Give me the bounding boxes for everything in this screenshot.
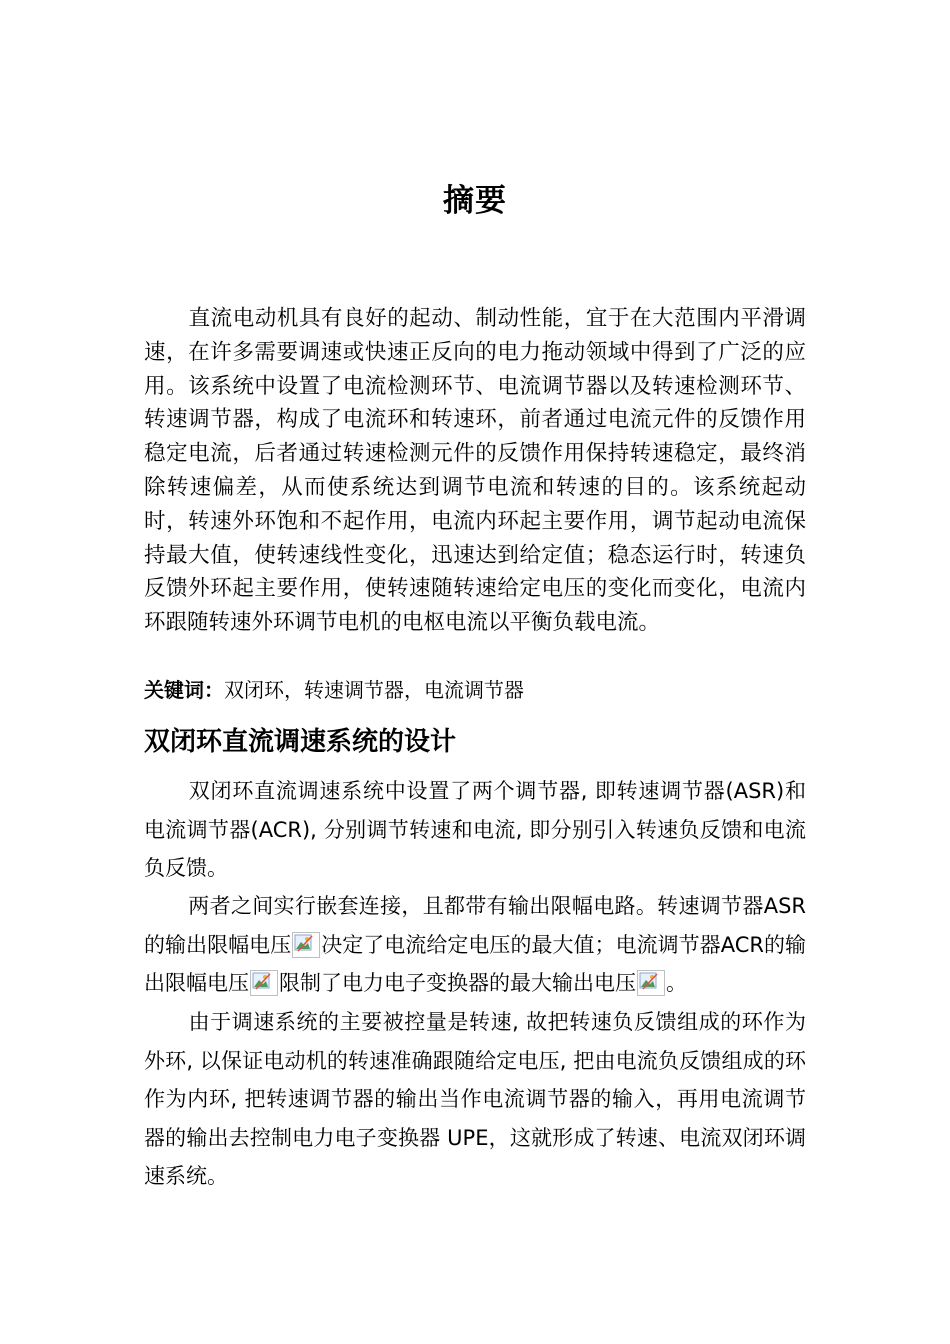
paragraph-2-text-a: 两者之间实行嵌套连接，且都带有输出限幅电路。转速调节器ASR的输出限幅电压 [144, 894, 806, 957]
broken-image-icon [250, 970, 278, 996]
body-paragraph-1 [144, 772, 806, 888]
keywords-line [144, 674, 806, 706]
broken-image-icon [637, 970, 665, 996]
paragraph-2-text-d: 。 [666, 971, 687, 995]
paragraph-2-text-c: 限制了电力电子变换器的最大输出电压 [279, 971, 636, 995]
body-paragraph-3 [144, 1003, 806, 1196]
page-title: 摘要 [443, 183, 507, 219]
abstract-paragraph [144, 302, 806, 640]
body-paragraph-2 [144, 887, 806, 1003]
broken-image-icon [292, 932, 320, 958]
paragraph-1-text: 双闭环直流调速系统中设置了两个调节器, 即转速调节器(ASR)和电流调节器(ACR), 分别调节转速和电流, 即分别引入转速负反馈和电流负反馈。 [144, 779, 806, 880]
paragraph-3-text: 由于调速系统的主要被控量是转速, 故把转速负反馈组成的环作为外环, 以保证电动机的转速准确跟随给定电压, 把由电流负反馈组成的环作为内环, 把转速调节器的输出当作电流调节器的输入，再用电流调节器的输出去控制电力电子变换器 UPE，这就形成了转速、电流双闭环调速系统。 [144, 1010, 806, 1188]
paragraph-2-text-b: 决定了电流给定电压的最大值；电流调节器ACR的输出限幅电压 [144, 932, 807, 995]
abstract-text: 直流电动机具有良好的起动、制动性能，宜于在大范围内平滑调速，在许多需要调速或快速正反向的电力拖动领域中得到了广泛的应用。该系统中设置了电流检测环节、电流调节器以及转速检测环节、转速调节器，构成了电流环和转速环，前者通过电流元件的反馈作用稳定电流，后者通过转速检测元件的反馈作用保持转速稳定，最终消除转速偏差，从而使系统达到调节电流和转速的目的。该系统起动时，转速外环饱和不起作用，电流内环起主要作用，调节起动电流保持最大值，使转速线性变化，迅速达到给定值；稳态运行时，转速负反馈外环起主要作用，使转速随转速给定电压的变化而变化，电流内环跟随转速外环调节电机的电枢电流以平衡负载电流。 [144, 306, 806, 636]
keywords-text: 双闭环，转速调节器，电流调节器 [224, 678, 524, 702]
keywords-label: 关键词： [144, 678, 224, 702]
section-heading: 双闭环直流调速系统的设计 [144, 727, 457, 757]
